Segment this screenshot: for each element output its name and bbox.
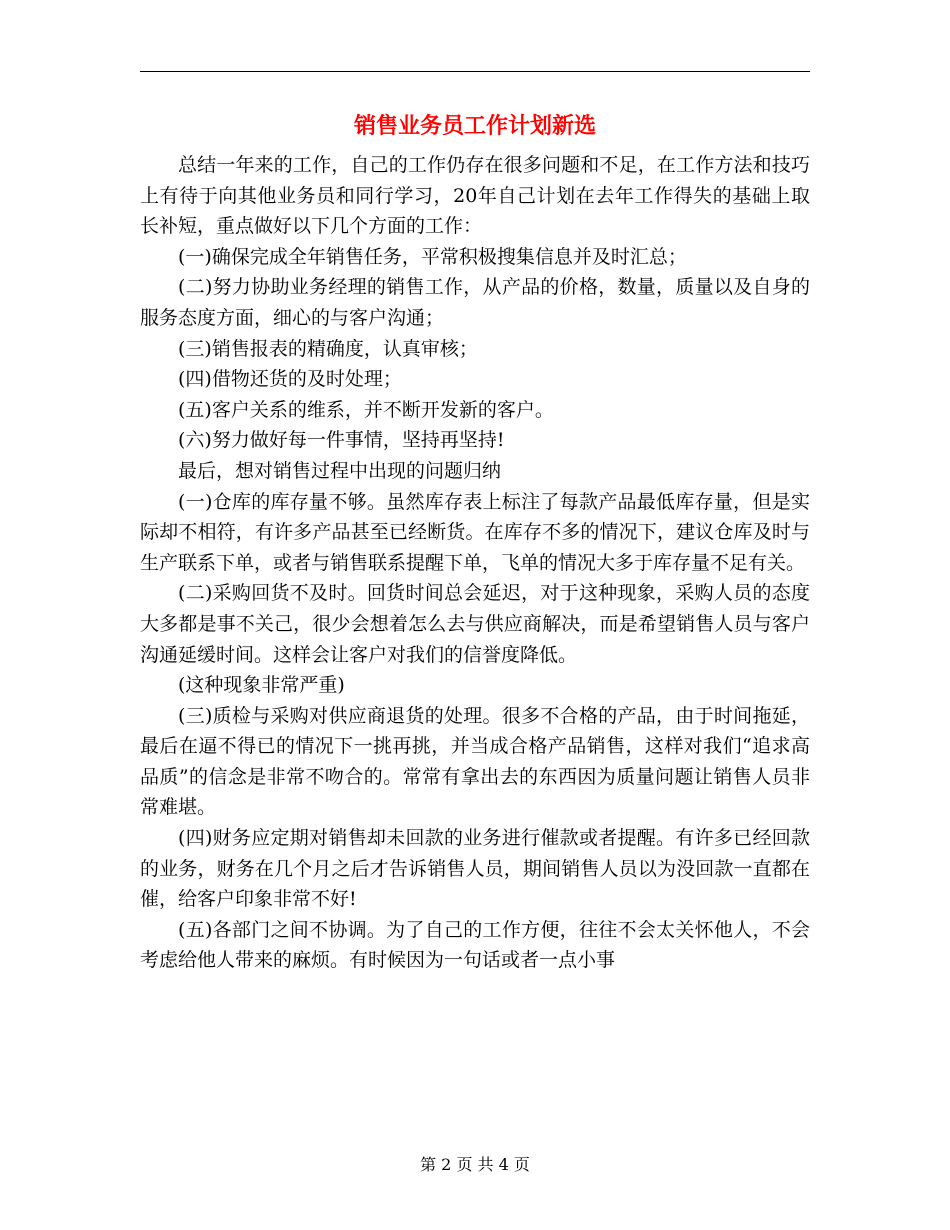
paragraph: 总结一年来的工作，自己的工作仍存在很多问题和不足，在工作方法和技巧上有待于向其他业务员和同行学习，20年自己计划在去年工作得失的基础上取长补短，重点做好以下几个方面的工作：: [140, 154, 810, 238]
paragraph: (二)努力协助业务经理的销售工作，从产品的价格，数量，质量以及自身的服务态度方面，细心的与客户沟通；: [140, 276, 810, 329]
paragraph: (二)采购回货不及时。回货时间总会延迟，对于这种现象，采购人员的态度大多都是事不关己，很少会想着怎么去与供应商解决，而是希望销售人员与客户沟通延缓时间。这样会让客户对我们的信誉度降低。: [140, 582, 810, 666]
paragraph: (四)借物还货的及时处理；: [178, 368, 402, 391]
paragraph: (五)客户关系的维系，并不断开发新的客户。: [178, 398, 554, 421]
header-rule: [140, 71, 810, 72]
document-title: 销售业务员工作计划新选: [353, 113, 596, 139]
paragraph: (五)各部门之间不协调。为了自己的工作方便，往往不会太关怀他人，不会考虑给他人带来的麻烦。有时候因为一句话或者一点小事: [140, 918, 810, 972]
paragraph: (三)质检与采购对供应商退货的处理。很多不合格的产品，由于时间拖延，最后在逼不得已的情况下一挑再挑，并当成合格产品销售，这样对我们“追求高品质”的信念是非常不吻合的。常常有拿出去的东西因为质量问题让销售人员非常难堪。: [140, 704, 810, 819]
paragraph: (一)仓库的库存量不够。虽然库存表上标注了每款产品最低库存量，但是实际却不相符，有许多产品甚至已经断货。在库存不多的情况下，建议仓库及时与生产联系下单，或者与销售联系提醒下单，飞单的情况大多于库存量不足有关。: [140, 490, 810, 574]
page-footer: 第 2 页 共 4 页: [420, 1155, 530, 1174]
paragraph: 最后，想对销售过程中出现的问题归纳: [178, 459, 502, 482]
paragraph: (六)努力做好每一件事情，坚持再坚持!: [178, 429, 505, 452]
paragraph: (一)确保完成全年销售任务，平常积极搜集信息并及时汇总；: [178, 245, 687, 268]
paragraph: (三)销售报表的精确度，认真审核；: [178, 337, 478, 360]
paragraph: (四)财务应定期对销售却未回款的业务进行催款或者提醒。有许多已经回款的业务，财务在几个月之后才告诉销售人员，期间销售人员以为没回款一直都在催，给客户印象非常不好!: [140, 827, 810, 911]
paragraph: (这种现象非常严重): [178, 674, 345, 697]
document-body: [140, 150, 810, 976]
